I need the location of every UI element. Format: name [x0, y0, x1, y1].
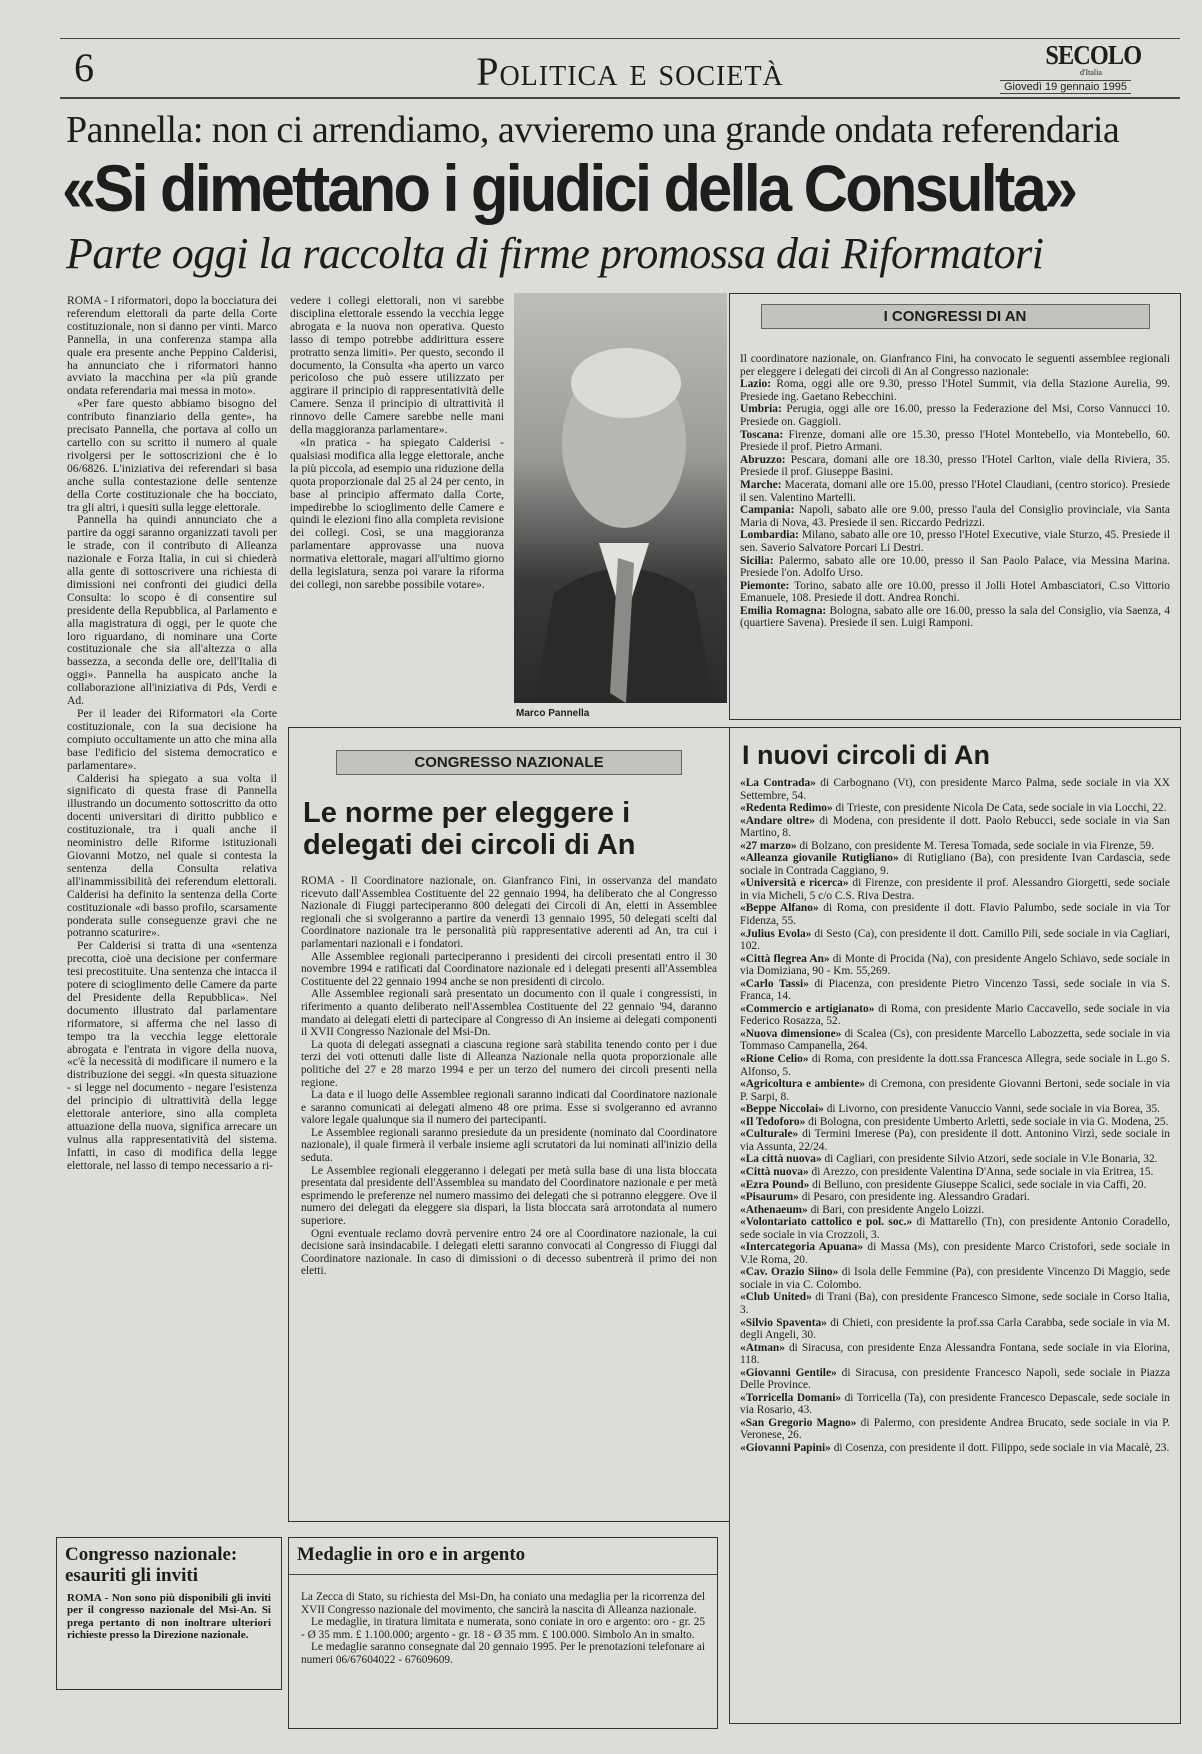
list-item-name: «Agricoltura e ambiente» — [740, 1078, 866, 1091]
newspaper-logo-sub: d'Italia — [1080, 68, 1102, 77]
list-item — [740, 504, 1170, 529]
paragraph: La data e il luogo delle Assemblee regionali saranno indicati dal Coordinatore nazionale e saranno comunicati ai delegati almeno 48 ore prima. Esse si svolgeranno ed avranno valore legale qualunque sia il numero dei partecipanti. — [301, 1089, 717, 1127]
paragraph: Ogni eventuale reclamo dovrà pervenire entro 24 ore al Coordinatore nazionale, la cui decisione sarà insindacabile. I delegati eletti saranno convocati al Congresso di Fiuggi dal Coordinatore nazionale. In caso di dimissioni o di decesso subentrerà il primo dei non eletti. — [301, 1227, 717, 1278]
list-item — [740, 1204, 1170, 1217]
congressi-label: I CONGRESSI DI AN — [761, 304, 1150, 329]
congressi-intro: Il coordinatore nazionale, on. Gianfranco Fini, ha convocato le seguenti assemblee regionali per eleggere i delegati dei circoli di An al Congresso nazionale: — [740, 353, 1170, 378]
list-item-text: di Scalea (Cs), con presidente Marcello Labozzetta, sede sociale in via Tommaso Campanella, 264. — [740, 1027, 1170, 1053]
list-item-name: Lombardia: — [740, 529, 799, 542]
list-item-name: «Nuova dimensione» — [740, 1027, 842, 1040]
list-item — [740, 1392, 1170, 1417]
list-item — [740, 1153, 1170, 1166]
paragraph: Le medaglie, in tiratura limitata e numerata, sono coniate in oro e argento: oro - gr. 25 - Ø 35 mm. £ 1.100.000; argento - gr. 18 - Ø 35 mm. £ 100.000. Simbolo An in smalto. — [301, 1616, 705, 1641]
list-item-name: Marche: — [740, 478, 782, 491]
list-item-name: «Università e ricerca» — [740, 877, 849, 890]
list-item-name: «Volontariato cattolico e pol. soc.» — [740, 1216, 913, 1229]
list-item-name: «Torricella Domani» — [740, 1391, 842, 1404]
list-item-text: Napoli, sabato alle ore 9.00, presso l'aula del Consiglio provinciale, via Santa Maria di Nova, 43. Presiede il sen. Riccardo Pedrizzi. — [740, 504, 1170, 529]
paragraph: ROMA - I riformatori, dopo la bocciatura dei referendum elettorali da parte della Corte costituzionale, non si danno per vinti. Marco Pannella, in una conferenza stampa alla quale era presente anche Peppino Calderisi, ha annunciato che i riformatori hanno avviato la macchina per «la più grande ondata referendaria mai messa in moto». — [67, 295, 277, 398]
list-item-name: «27 marzo» — [740, 839, 797, 852]
paragraph: Calderisi ha spiegato a sua volta il significato di questa frase di Pannella illustrando un documento sottoscritto da otto docenti universitari di diritto pubblico e costituzionale, tra i quali anche il neoministro delle Riforme istituzionali Giovanni Motzo, nel quale si contesta la sentenza della Consulta relativa all'inammissibilità dei referendum elettorali. Calderisi ha definito la sentenza della Corte costituzionale «di basso profilo, scarsamente ponderata sulle conseguenze gravi che ne potranno scaturire». — [67, 771, 277, 940]
list-item — [740, 1442, 1170, 1455]
list-item — [740, 1291, 1170, 1316]
newspaper-logo: SECOLO — [1045, 40, 1142, 70]
congresso-text — [301, 875, 717, 1278]
list-item-name: Campania: — [740, 504, 795, 517]
list-item-name: «Giovanni Papini» — [740, 1441, 831, 1454]
photo-caption: Marco Pannella — [516, 708, 590, 719]
list-item — [740, 978, 1170, 1003]
paragraph: Alle Assemblee regionali sarà presentato un documento con il quale i congressisti, in riferimento a quanto deliberato nell'Assemblea Costituente del 22 gennaio '94, daranno mandato ai delegati eletti di partecipare al Congresso di An insieme ai delegati componenti il XVII Congresso Nazionale del Msi-Dn. — [301, 988, 717, 1039]
list-item-text: Palermo, sabato alle ore 10.00, presso il San Paolo Palace, via Messina Marina. Presiede l'on. Adolfo Urso. — [740, 554, 1170, 580]
list-item — [740, 1317, 1170, 1342]
list-item-text: di Roma, con presidente la dott.ssa Francesca Allegra, sede sociale in L.go S. Alfonso, 5. — [740, 1053, 1170, 1078]
list-item-name: «Il Tedoforo» — [740, 1115, 806, 1128]
list-item-name: Lazio: — [740, 378, 772, 391]
paragraph: Le Assemblee regionali eleggeranno i delegati per metà sulla base di una lista bloccata presentata dal presidente dell'Assemblea su mandato del Coordinatore nazionale e per metà esprimendo le preferenze nel numero massimo dei delegati che si potranno eleggere. Ove il numero dei delegati da eleggere sia dispari, la lista bloccata sarà arrotondata al numero superiore. — [301, 1164, 717, 1228]
list-item-text: di Sesto (Ca), con presidente il dott. Camillo Pili, sede sociale in via Cagliari, 102. — [740, 927, 1170, 953]
list-item-name: «Pisaurum» — [740, 1191, 799, 1204]
list-item — [740, 877, 1170, 902]
list-item-text: di Cosenza, con presidente il dott. Filippo, sede sociale in via Macalè, 23. — [830, 1441, 1170, 1454]
list-item-name: «Cav. Orazio Siino» — [740, 1266, 839, 1279]
list-item — [740, 529, 1170, 554]
medaglie-box — [288, 1537, 718, 1729]
list-item — [740, 454, 1170, 479]
paragraph: Pannella ha quindi annunciato che a partire da oggi saranno organizzati tavoli per le strade, con il contributo di Alleanza nazionale e Forza Italia, in cui si chiederà alla gente di sottoscrivere una richiesta di dimissioni nei confronti dei giudici della Consulta: lo scopo è di consentire sul presidente della Repubblica, al Parlamento e alla magistratura di oggi, per le quote che loro riguardano, di nominare una Corte costituzionale che sia all'altezza o alla bassezza, a seconda delle ore, dell'Italia di oggi». Pannella ha auspicato anche la collaborazione all'iniziativa di Pds, Verdi e Ad. — [67, 513, 277, 708]
issue-date: Giovedì 19 gennaio 1995 — [1000, 80, 1131, 94]
medaglie-title: Medaglie in oro e in argento — [297, 1544, 526, 1565]
list-item-text: di Palermo, con presidente Andrea Brucato, sede sociale in via P. Veronese, 26. — [740, 1416, 1170, 1442]
list-item-name: «Andare oltre» — [740, 814, 815, 827]
list-item-text: Bologna, sabato alle ore 16.00, presso la sala del Consiglio, via Saenza, 4 (quartiere Savena). Presiede il sen. Luigi Ramponi. — [740, 604, 1170, 630]
list-item-name: «Intercategoria Apuana» — [740, 1241, 864, 1254]
inviti-box — [56, 1537, 282, 1690]
list-item — [740, 953, 1170, 978]
circoli-list — [740, 777, 1170, 1455]
circoli-title: I nuovi circoli di An — [742, 740, 991, 770]
article-subhead: Parte oggi la raccolta di firme promossa dai Riformatori — [66, 229, 1044, 278]
paragraph: vedere i collegi elettorali, non vi sarebbe disciplina elettorale essendo la vecchia legge abrogata e la nuova non operativa. Questo lasso di tempo potrebbe addirittura essere protratto senza limiti». Per questo, secondo il documento, la Consulta «ha aperto un varco pericoloso che può essere utilizzato per aggirare il principio di rappresentatività delle Camere. Senza il principio di ultrattività il rinnovo delle Camere sarebbe nelle mani della maggioranza parlamentare». — [290, 295, 504, 437]
paragraph: «In pratica - ha spiegato Calderisi - qualsiasi modifica alla legge elettorale, anche la più piccola, ad esempio una riduzione della quota proporzionale dal 25 al 24 per cento, in base al principio affermato dalla Corte, impedirebbe lo scioglimento delle Camere e quindi le elezioni fino alla completa revisione dei collegi. Così, se una maggioranza parlamentare approvasse una nuova normativa elettorale, magari all'ultimo giorno della legislatura, senza poi varare la riforma dei collegi, non sarebbe possibile votare». — [290, 435, 504, 591]
list-item-text: di Carbognano (Vt), con presidente Marco Palma, sede sociale in via XX Settembre, 54. — [740, 777, 1170, 802]
congressi-list — [740, 378, 1170, 630]
list-item-name: Piemonte: — [740, 579, 790, 592]
list-item — [740, 1053, 1170, 1078]
section-title: Politica e società — [476, 49, 784, 94]
list-item — [740, 1367, 1170, 1392]
list-item — [740, 1216, 1170, 1241]
list-item-text: di Trani (Ba), con presidente Francesco Simone, sede sociale in Corso Italia, 3. — [740, 1291, 1170, 1316]
list-item — [740, 555, 1170, 580]
list-item-text: di Roma, con presidente Mario Caccavello, sede sociale in via Federico Rosazza, 52. — [740, 1002, 1170, 1028]
list-item-name: «Alleanza giovanile Rutigliano» — [740, 852, 899, 865]
list-item-name: «Silvio Spaventa» — [740, 1316, 827, 1329]
list-item-name: Emilia Romagna: — [740, 604, 827, 617]
list-item-text: di Isola delle Femmine (Pa), con presidente Vincenzo Di Maggio, sede sociale in via C. Colombo. — [740, 1266, 1170, 1291]
paragraph: La quota di delegati assegnati a ciascuna regione sarà stabilita tenendo conto per i due terzi dei voti ottenuti dalle liste di Alleanza Nazionale nella quota proporzionale alle politiche del 27 e 28 marzo 1994 e per un terzo del numero dei circoli presenti nella regione. — [301, 1038, 717, 1089]
list-item-text: Firenze, domani alle ore 15.30, presso l'Hotel Montebello, via Montebello, 60. Presiede il prof. Pietro Armani. — [740, 428, 1170, 454]
list-item-text: di Bologna, con presidente Umberto Arletti, sede sociale in via G. Modena, 25. — [805, 1115, 1169, 1128]
page-number: 6 — [74, 45, 94, 90]
list-item-name: «La città nuova» — [740, 1153, 822, 1166]
list-item — [740, 1342, 1170, 1367]
list-item-text: di Monte di Procida (Na), con presidente Angelo Schiavo, sede sociale in via Domiziana, 90 - Km. 55,269. — [740, 952, 1170, 978]
list-item-name: «San Gregorio Magno» — [740, 1416, 857, 1429]
list-item-name: «Julius Evola» — [740, 927, 812, 940]
paragraph: Le medaglie saranno consegnate dal 20 gennaio 1995. Per le prenotazioni telefonare ai numeri 06/67604022 - 67609609. — [301, 1641, 705, 1666]
list-item-text: di Piacenza, con presidente Pietro Vincenzo Tassi, sede sociale in via S. Franca, 14. — [740, 977, 1170, 1003]
list-item-text: Perugia, oggi alle ore 16.00, presso la Federazione del Msi, Corso Vannucci 10. Presiede on. Gaggioli. — [740, 403, 1170, 428]
list-item-text: di Trieste, con presidente Nicola De Cata, sede sociale in via Locchi, 22. — [832, 802, 1167, 815]
inviti-text: ROMA - Non sono più disponibili gli inviti per il congresso nazionale del Msi-An. Si prega pertanto di non inoltrare ulteriori richieste presso la Direzione nazionale. — [67, 1592, 271, 1642]
list-item — [740, 403, 1170, 428]
list-item-text: di Modena, con presidente il dott. Paolo Rebucci, sede sociale in via San Martino, 8. — [740, 814, 1170, 840]
inviti-title: Congresso nazionale: esauriti gli inviti — [65, 1544, 238, 1586]
list-item-name: «Città nuova» — [740, 1165, 809, 1178]
article-kicker: Pannella: non ci arrendiamo, avvieremo una grande ondata referendaria — [66, 109, 1120, 151]
circoli-box — [729, 727, 1181, 1724]
list-item-name: «Ezra Pound» — [740, 1178, 810, 1191]
header-rule — [60, 97, 1180, 99]
list-item-text: di Bari, con presidente Angelo Loizzi. — [807, 1203, 985, 1216]
list-item — [740, 429, 1170, 454]
congresso-box — [288, 727, 730, 1522]
list-item-text: di Termini Imerese (Pa), con presidente il dott. Antonino Virzì, sede sociale in via Assunta, 22/24. — [740, 1128, 1170, 1153]
paragraph: Alle Assemblee regionali parteciperanno i presidenti dei circoli presentati entro il 30 novembre 1994 e ratificati dal Coordinatore nazionale ed i delegati presenti all'Assemblea Costituente del 22 gennaio 1994 anche se non presidenti di circolo. — [301, 950, 717, 988]
list-item — [740, 1191, 1170, 1204]
list-item-name: «La Contrada» — [740, 777, 816, 789]
portrait-photo — [514, 293, 727, 703]
list-item-text: Roma, oggi alle ore 9.30, presso l'Hotel Summit, via della Stazione Aurelia, 99. Presiede ing. Gaetano Rebecchini. — [740, 378, 1170, 403]
list-item — [740, 580, 1170, 605]
list-item — [740, 902, 1170, 927]
list-item-text: di Cagliari, con presidente Silvio Atzori, sede sociale in V.le Bonaria, 32. — [821, 1153, 1158, 1166]
article-column-1 — [67, 295, 277, 1520]
list-item-name: «Beppe Niccolai» — [740, 1103, 824, 1116]
list-item-name: «Beppe Alfano» — [740, 902, 819, 915]
congresso-title: Le norme per eleggere i delegati dei circoli di An — [303, 797, 636, 861]
congresso-label: CONGRESSO NAZIONALE — [336, 750, 681, 775]
list-item — [740, 1078, 1170, 1103]
paragraph: Per il leader dei Riformatori «la Corte costituzionale, con la sua decisione ha compiuto occultamente un atto che mina alla base l'edificio del sistema democratico e parlamentare». — [67, 707, 277, 772]
top-rule — [60, 38, 1180, 39]
list-item-name: «Città flegrea An» — [740, 952, 830, 965]
list-item-text: Milano, sabato alle ore 10, presso l'Hotel Executive, viale Sturzo, 45. Presiede il sen. Saverio Salvatore Porcari Li Destri. — [740, 529, 1170, 554]
list-item-text: di Massa (Ms), con presidente Marco Cristoforì, sede sociale in V.le Roma, 20. — [740, 1241, 1170, 1266]
medaglie-text — [301, 1591, 705, 1667]
list-item — [740, 1166, 1170, 1179]
list-item-text: Pescara, domani alle ore 18.30, presso l'Hotel Carlton, viale della Riviera, 35. Presiede il prof. Giuseppe Basini. — [740, 453, 1170, 479]
list-item-name: «Club United» — [740, 1291, 812, 1304]
medaglie-rule — [289, 1574, 717, 1575]
list-item — [740, 777, 1170, 802]
list-item — [740, 1116, 1170, 1129]
list-item — [740, 1028, 1170, 1053]
list-item-text: di Rutigliano (Ba), con presidente Ivan Cardascia, sede sociale in Contrada Caggiano, 9. — [740, 852, 1170, 877]
list-item-text: Macerata, domani alle ore 15.00, presso l'Hotel Claudiani, (centro storico). Presiede il sen. Valentino Martelli. — [740, 478, 1170, 504]
list-item — [740, 1241, 1170, 1266]
list-item — [740, 815, 1170, 840]
list-item — [740, 1003, 1170, 1028]
list-item — [740, 378, 1170, 403]
list-item-text: di Belluno, con presidente Giuseppe Scalici, sede sociale in via Caffi, 20. — [809, 1178, 1147, 1191]
list-item-name: «Rione Celio» — [740, 1053, 809, 1066]
list-item-name: «Redenta Redimo» — [740, 802, 833, 815]
list-item — [740, 1266, 1170, 1291]
list-item — [740, 840, 1170, 853]
list-item-text: di Torricella (Ta), con presidente Francesco Depascale, sede sociale in via Rosario, 43. — [740, 1391, 1170, 1417]
list-item-text: di Firenze, con presidente il prof. Alessandro Giorgetti, sede sociale in via Micheli, 5 c/o C.S. Riva Destra. — [740, 877, 1170, 902]
list-item-text: di Cremona, con presidente Giovanni Bertoni, sede sociale in via P. Sarpi, 8. — [740, 1078, 1170, 1103]
list-item-name: Abruzzo: — [740, 453, 786, 466]
list-item — [740, 1103, 1170, 1116]
paragraph: La Zecca di Stato, su richiesta del Msi-Dn, ha coniato una medaglia per la ricorrenza del XVII Congresso nazionale del movimento, che sancirà la nascita di Alleanza nazionale. — [301, 1591, 705, 1616]
list-item-text: di Roma, con presidente il dott. Flavio Palumbo, sede sociale in via Tor Fidenza, 55. — [740, 902, 1170, 928]
list-item — [740, 1128, 1170, 1153]
list-item — [740, 605, 1170, 630]
list-item-name: «Culturale» — [740, 1128, 799, 1141]
congressi-content — [740, 353, 1170, 630]
list-item-text: di Arezzo, con presidente Valentina D'Anna, sede sociale in via Eritrea, 15. — [808, 1165, 1154, 1178]
list-item-text: di Mattarello (Tn), con presidente Antonio Coradello, sede sociale in via Crozzoli, 3. — [740, 1216, 1170, 1241]
list-item-text: di Pesaro, con presidente ing. Alessandro Gradari. — [798, 1191, 1030, 1204]
list-item-name: «Commercio e artigianato» — [740, 1002, 875, 1015]
list-item-name: «Atman» — [740, 1341, 785, 1354]
list-item-name: «Giovanni Gentile» — [740, 1366, 837, 1379]
list-item — [740, 852, 1170, 877]
list-item-name: «Athenaeum» — [740, 1203, 808, 1216]
list-item-text: di Chieti, con presidente la prof.ssa Carla Carabba, sede sociale in via M. degli Angeli, 30. — [740, 1316, 1170, 1342]
list-item — [740, 802, 1170, 815]
list-item — [740, 1179, 1170, 1192]
list-item — [740, 928, 1170, 953]
paragraph: ROMA - Il Coordinatore nazionale, on. Gianfranco Fini, in osservanza del mandato ricevuto dall'Assemblea Costituente del 22 gennaio 1994, ha deliberato che al Congresso Nazionale di Fiuggi parteciperanno 800 delegati dei Circoli di An, eletti in Assemblee regionali che si svolgeranno a partire da venerdì 13 gennaio 1995, 50 delegati scelti dal Coordinatore nazionale tra le personalità più rappresentative aderenti ad An, tra cui i parlamentari nazionali e i fondatori. — [301, 875, 717, 950]
list-item-text: di Bolzano, con presidente M. Teresa Tomada, sede sociale in via Firenze, 59. — [796, 839, 1154, 852]
congressi-box — [729, 293, 1181, 720]
list-item-text: di Siracusa, con presidente Francesco Napoli, sede sociale in Piazza Delle Province. — [740, 1366, 1170, 1392]
list-item-name: Umbria: — [740, 403, 782, 416]
paragraph: «Per fare questo abbiamo bisogno del contributo finanziario della gente», ha precisato Pannella, che portava al collo un cartello con su scritto il numero al quale rivolgersi per le sottoscrizioni che è lo 06/6826. L'iniziativa dei referendari si basa anche sulla contestazione delle sentenze della Corte costituzionale che ha bocciato, tra gli altri, i quesiti sulla legge elettorale. — [67, 397, 277, 514]
list-item-name: «Carlo Tassi» — [740, 977, 809, 990]
paragraph: Per Calderisi si tratta di una «sentenza precotta, cioè una decisione per confermare tesi precostituite. Una sentenza che intacca il potere di scioglimento delle Camere da parte del Presidente della Repubblica». Nel documento illustrato dal parlamentare riformatore, si afferma che nel lasso di tempo tra la vecchia legge elettorale abrogata e l'entrata in vigore della nuova, «c'è la necessità di modificare il numero e la distribuzione dei seggi. «In questa situazione - si legge nel documento - negare l'esistenza del principio di ultrattività della legge elettorale anteriore, sino alla completa attuazione della nuova, significa arrecare un vulnus alla rappresentatività del sistema. Infatti, in caso di modifica della legge elettorale, nel lasso di tempo necessario a ri- — [67, 939, 277, 1172]
paragraph: Le Assemblee regionali saranno presiedute da un presidente (nominato dal Coordinatore nazionale), il quale firmerà il verbale insieme agli scrutatori da lui nominati all'inizio della seduta. — [301, 1126, 717, 1165]
list-item-text: di Livorno, con presidente Vanuccio Vanni, sede sociale in via Borea, 35. — [823, 1103, 1160, 1116]
article-headline: «Si dimettano i giudici della Consulta» — [62, 151, 1076, 225]
list-item-name: Toscana: — [740, 428, 784, 441]
list-item-name: Sicilia: — [740, 554, 774, 567]
list-item — [740, 479, 1170, 504]
article-column-2 — [290, 295, 504, 723]
list-item-text: di Siracusa, con presidente Enza Alessandra Fontana, sede sociale in via Elorina, 118. — [740, 1341, 1170, 1367]
list-item — [740, 1417, 1170, 1442]
list-item-text: Torino, sabato alle ore 10.00, presso il Jolli Hotel Ambasciatori, C.so Vittorio Emanuele, 108. Presiede il dott. Andrea Ronchi. — [740, 579, 1170, 605]
